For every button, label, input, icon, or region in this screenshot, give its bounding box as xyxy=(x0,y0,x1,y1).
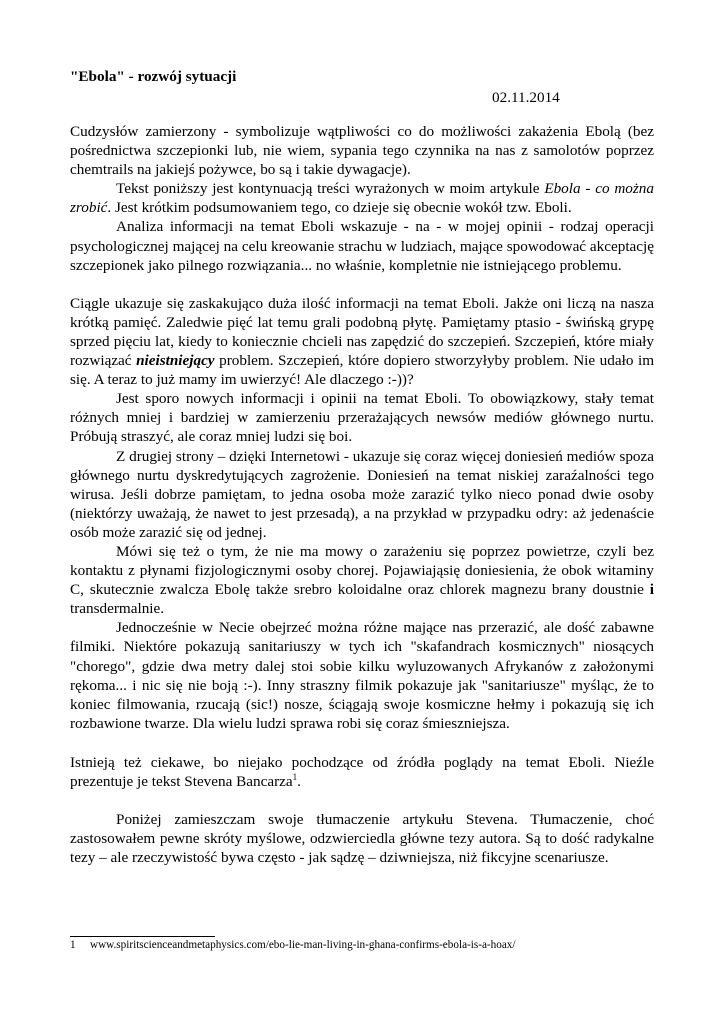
footnote-url[interactable]: www.spiritscienceandmetaphysics.com/ebo-lie-man-living-in-ghana-confirms-ebola-is-a-hoax/ xyxy=(90,939,516,951)
paragraph-text: problem. Szczepień, które dopiero stworzyłyby problem. Nie udało im się. A teraz to już mamy im uwierzyć! Ale dlaczego :-))? xyxy=(70,352,655,389)
document-date: 02.11.2014 xyxy=(492,89,560,106)
paragraph-source xyxy=(70,753,654,791)
emphasis-bold: i xyxy=(649,581,654,599)
paragraph-text: Istnieją też ciekawe, bo niejako pochodzące od źródła poglądy na temat Eboli. Nieźle prezentuje je tekst Stevena Bancarza xyxy=(70,753,654,790)
paragraph-text: Mówi się też o tym, że nie ma mowy o zarażeniu się poprzez powietrze, czyli bez kontaktu z płynami fizjologicznymi osoby chorej. Pojawiająsię doniesienia, że obok witaminy C, skutecznie zwalcza Ebolę także srebro koloidalne oraz chlorek magnezu brany doustnie xyxy=(70,542,654,599)
paragraph-intro: Cudzysłów zamierzony - symbolizuje wątpliwości co do możliwości zakażenia Ebolą (bez pośrednictwa szczepionki lub, nie wiem, sypania tego czynnika na nas z samolotów poprzez chemtrails na jakiejś pożywce, bo są i takie dywagacje). xyxy=(70,123,654,179)
article-title-italic: Ebola - co można zrobić xyxy=(70,180,654,217)
paragraph-news: Jest sporo nowych informacji i opinii na temat Eboli. To obowiązkowy, stały temat różnych mniej i bardziej w zamierzeniu przerażających newsów mediów głównego nurtu. Próbują straszyć, ale coraz mniej ludzi się boi. xyxy=(70,390,654,446)
paragraph-continuation xyxy=(70,179,654,217)
paragraph-text: Ciągle ukazuje się zaskakująco duża ilość informacji na temat Eboli. Jakże oni liczą na nasza krótką pamięć. Zaledwie pięć lat temu grali podobną płytę. Pamiętamy ptasio - świńską grypę sprzed pięciu lat, kiedy to koniecznie chcieli nas zapędzić do szczepień. Szczepień, które miały rozwiązać xyxy=(70,294,654,370)
document-title: "Ebola" - rozwój sytuacji xyxy=(70,68,237,85)
paragraph-analysis: Analiza informacji na temat Eboli wskazuje - na - w mojej opinii - rodzaj operacji psychologicznej mającej na celu kreowanie strachu w ludziach, mające spowodować akceptację szczepionek jako pilnego rozwiązania... no właśnie, kompletnie nie istniejącego problemu. xyxy=(70,218,654,274)
paragraph-text: . Jest krótkim podsumowaniem tego, co dzieje się obecnie wokół tzw. Eboli. xyxy=(107,199,572,217)
footnote-number: 1 xyxy=(70,939,76,951)
footnote-reference[interactable]: 1 xyxy=(292,771,298,782)
paragraph-transmission xyxy=(70,542,654,618)
paragraph-films: Jednocześnie w Necie obejrzeć można różne mające nas przerazić, ale dość zabawne filmiki. Niektóre pokazują sanitariuszy w tych ich "skafandrach kosmicznych" niosących "chorego", gdzie dwa metry dalej stoi sobie kilku wyluzowanych Afrykanów z założonymi rękoma... i nic się nie boją :-). Inny straszny filmik pokazuje jak "sanitariusze" myśląc, że to koniec filmowania, rzucają (sic!) nosze, ściągają swoje kosmiczne hełmy i pokazują się ich rozbawione twarze. Dla wielu ludzi sprawa robi się coraz śmieszniejsza. xyxy=(70,619,654,732)
paragraph-memory xyxy=(70,294,654,389)
document-body xyxy=(70,122,654,867)
paragraph-text: transdermalnie. xyxy=(70,600,165,618)
footnote-separator xyxy=(70,936,215,937)
footnote xyxy=(70,939,516,951)
paragraph-internet: Z drugiej strony – dzięki Internetowi - ukazuje się coraz więcej doniesień mediów spoza głównego nurtu dyskredytujących zagrożenie. Doniesień na temat niskiej zaraźalności tego wirusa. Jeśli dobrze pamiętam, to jedna osoba może zarazić tylko nieco ponad dwie osoby (niektórzy uważają, że nawet to jest przesadą), a na przykład w przypadku odry: aż jedenaście osób może zarazić się od jednej. xyxy=(70,447,654,541)
paragraph-text: . xyxy=(297,773,301,790)
emphasis-bold-italic: nieistniejący xyxy=(136,352,215,370)
paragraph-text: Tekst poniższy jest kontynuacją treści wyrażonych w moim artykule xyxy=(116,180,545,198)
paragraph-translation: Poniżej zamieszczam swoje tłumaczenie artykułu Stevena. Tłumaczenie, choć zastosowałem pewne skróty myślowe, odzwierciedla główne tezy autora. Są to dość radykalne tezy – ale rzeczywistość bywa często - jak sądzę – dziwniejsza, niż fikcyjne scenariusze. xyxy=(70,811,654,867)
